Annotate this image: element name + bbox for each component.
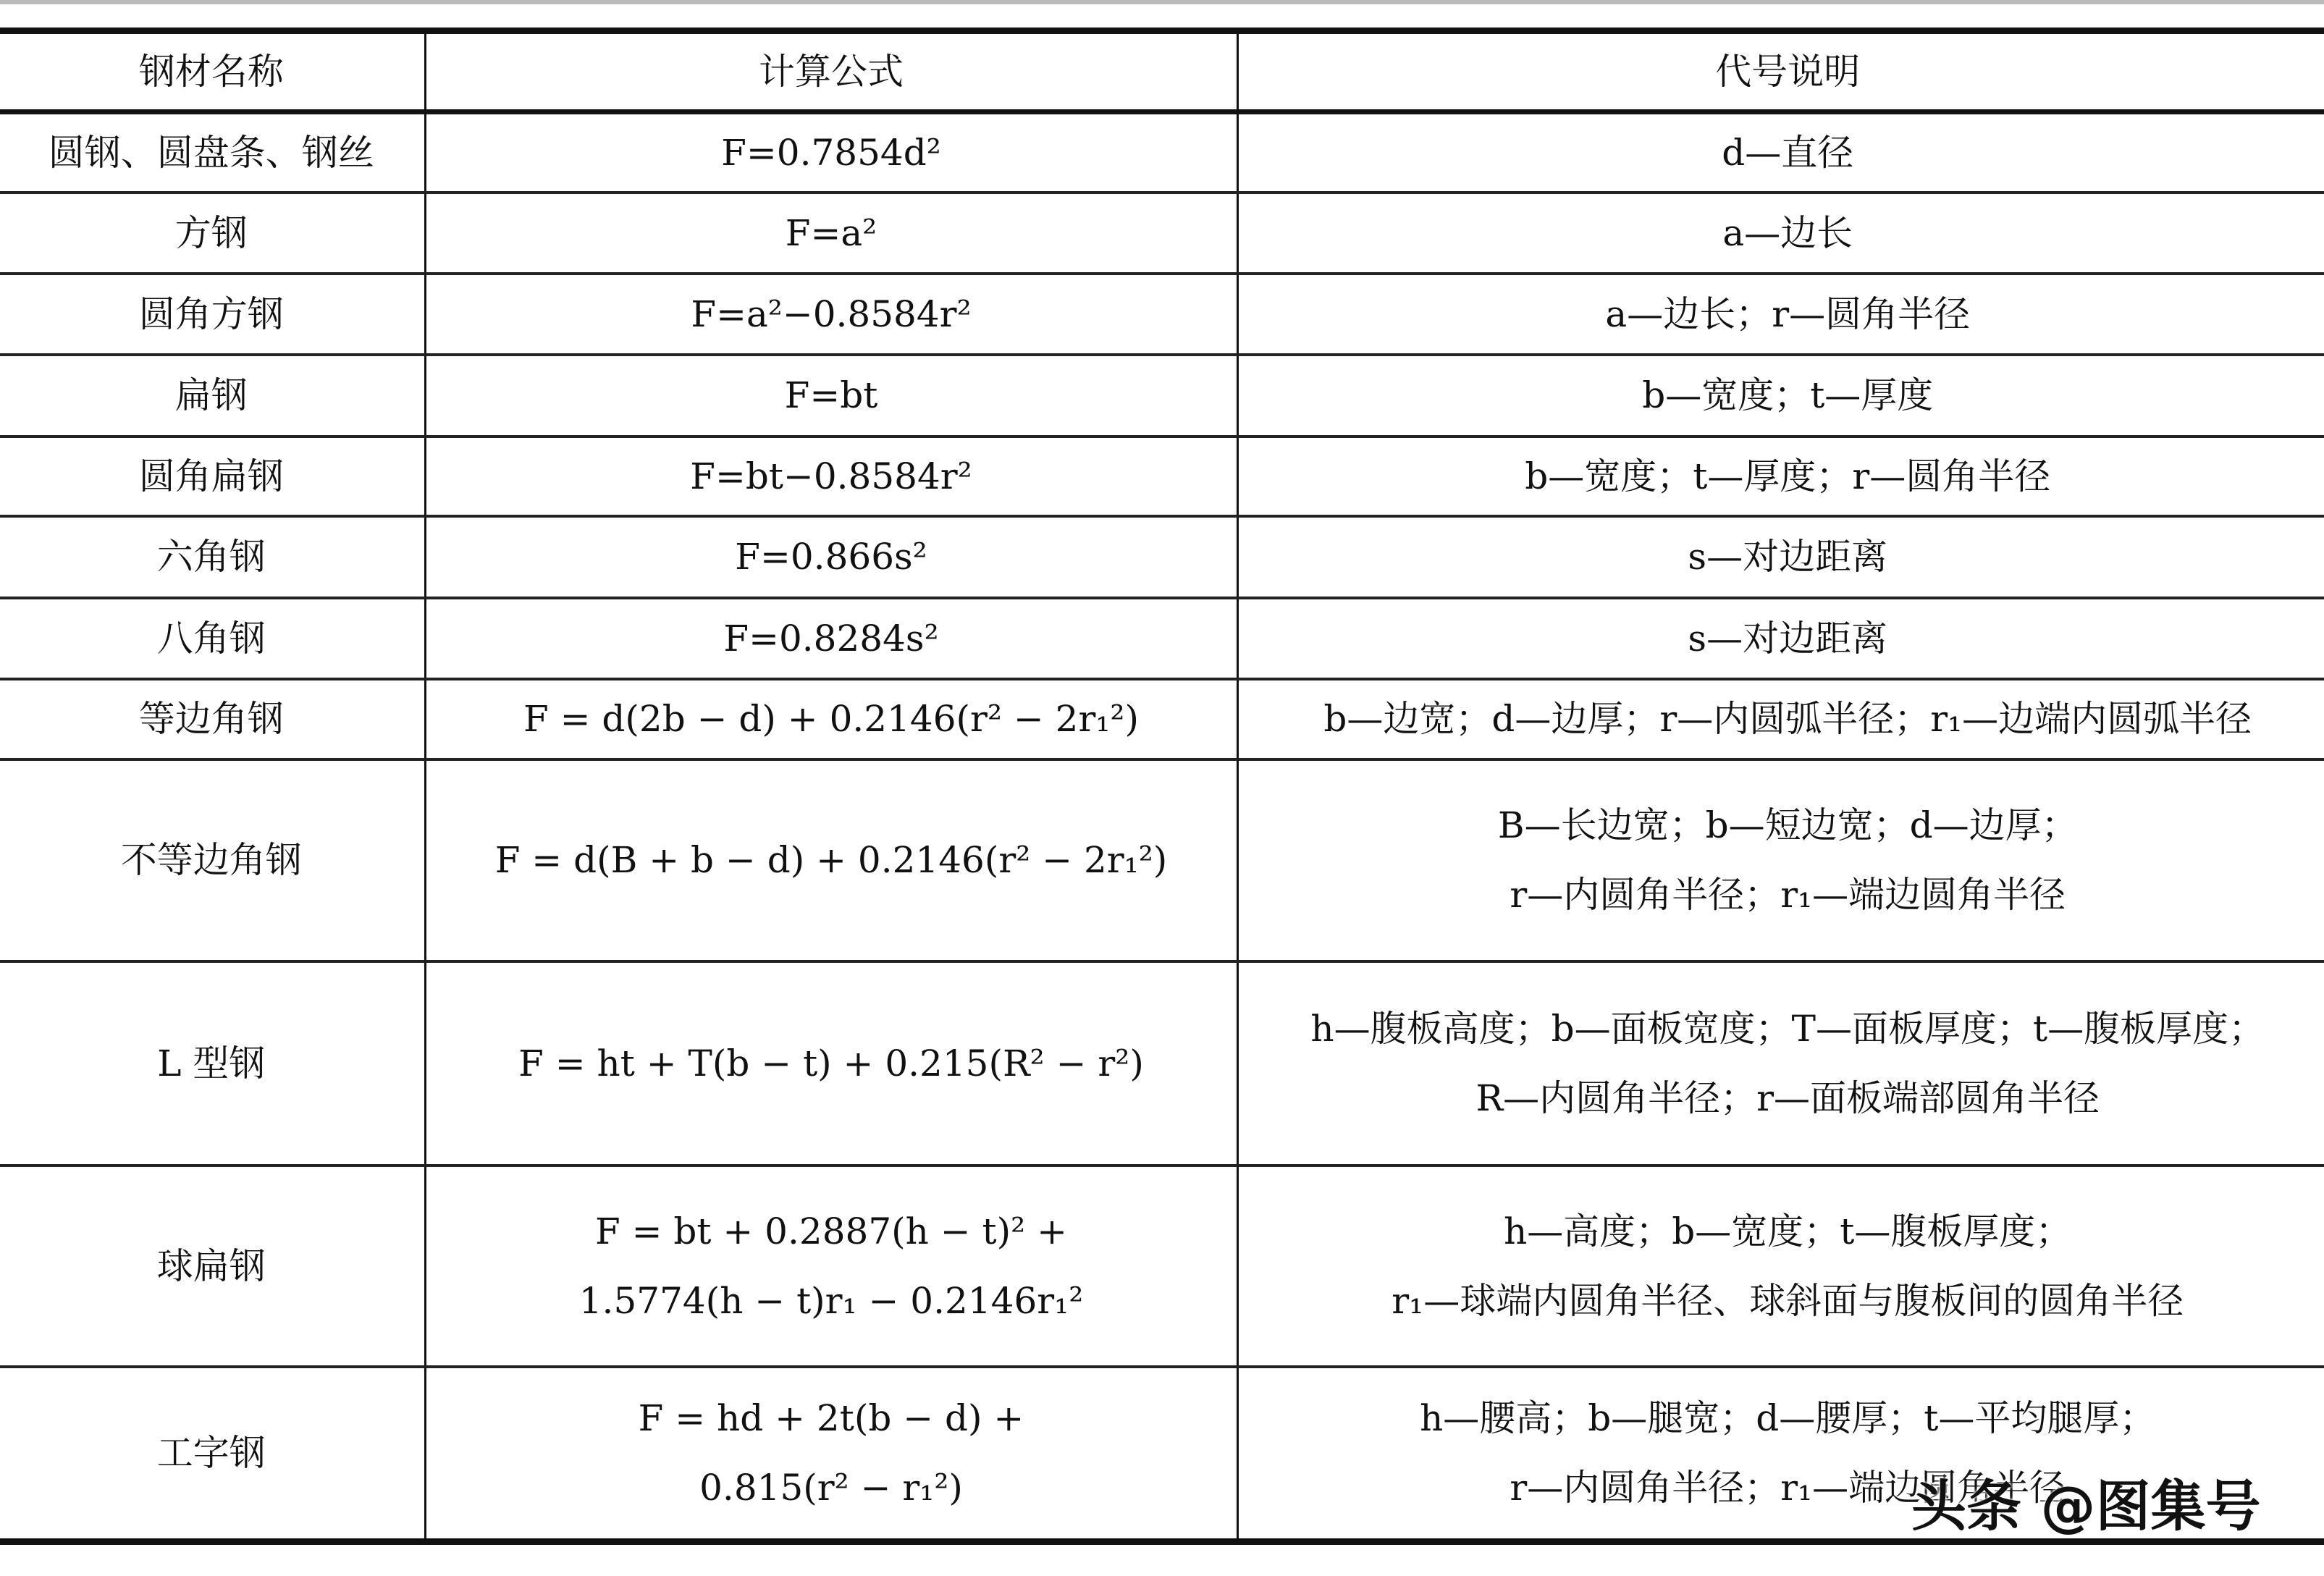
steel-name-cell: L 型钢 [0, 961, 425, 1166]
formula-line: F = d(2b − d) + 0.2146(r² − 2r₁²) [523, 698, 1139, 740]
header-steel-name: 钢材名称 [0, 31, 425, 112]
description-cell [1237, 516, 2324, 598]
formula-line: F=a² [785, 211, 877, 254]
steel-name-cell: 不等边角钢 [0, 759, 425, 961]
formula-line: F=0.866s² [735, 536, 927, 578]
formula-cell [425, 961, 1237, 1166]
formula-line: F = ht + T(b − t) + 0.215(R² − r²) [518, 1042, 1144, 1084]
steel-name-cell: 等边角钢 [0, 679, 425, 759]
formula-cell [425, 679, 1237, 759]
description-cell [1237, 193, 2324, 274]
header-formula: 计算公式 [425, 31, 1237, 112]
formula-line: F=bt−0.8584r² [690, 455, 972, 497]
formula-line: F=0.7854d² [721, 131, 941, 174]
formula-cell [425, 759, 1237, 961]
table-row [0, 274, 2324, 355]
steel-area-formula-table [0, 28, 2324, 1545]
description-line: d—直径 [1722, 131, 1854, 174]
steel-name-cell: 方钢 [0, 193, 425, 274]
formula-cell [425, 355, 1237, 437]
description-cell [1237, 437, 2324, 516]
formula-line: F = bt + 0.2887(h − t)² + [595, 1210, 1067, 1252]
formula-line: 1.5774(h − t)r₁ − 0.2146r₁² [578, 1279, 1084, 1322]
table-row [0, 679, 2324, 759]
table-row [0, 193, 2324, 274]
steel-name-cell: 圆角方钢 [0, 274, 425, 355]
steel-name-cell: 圆角扁钢 [0, 437, 425, 516]
description-line: B—长边宽；b—短边宽；d—边厚； [1497, 804, 2078, 846]
steel-name-cell: 球扁钢 [0, 1166, 425, 1367]
description-cell [1237, 112, 2324, 193]
formula-cell [425, 112, 1237, 193]
formula-line: F=bt [784, 374, 878, 416]
table-row [0, 437, 2324, 516]
description-line: s—对边距离 [1688, 536, 1888, 578]
table-row [0, 112, 2324, 193]
description-line: h—高度；b—宽度；t—腹板厚度； [1504, 1210, 2072, 1252]
table-row [0, 1166, 2324, 1367]
description-line: r—内圆角半径；r₁—端边圆角半径 [1510, 1467, 2066, 1509]
description-line: R—内圆角半径；r—面板端部圆角半径 [1475, 1076, 2100, 1119]
description-line: b—宽度；t—厚度；r—圆角半径 [1525, 455, 2051, 497]
description-line: r₁—球端内圆角半径、球斜面与腹板间的圆角半径 [1392, 1279, 2184, 1322]
formula-line: F=a²−0.8584r² [691, 292, 972, 335]
formula-cell [425, 274, 1237, 355]
formula-line: 0.815(r² − r₁²) [699, 1467, 963, 1509]
steel-name-cell: 八角钢 [0, 598, 425, 679]
description-line: h—腰高；b—腿宽；d—腰厚；t—平均腿厚； [1420, 1397, 2156, 1440]
page-top-edge [0, 0, 2324, 4]
description-line: b—宽度；t—厚度 [1642, 374, 1934, 416]
description-line: a—边长；r—圆角半径 [1605, 292, 1971, 335]
steel-name-cell: 工字钢 [0, 1367, 425, 1542]
description-cell [1237, 1166, 2324, 1367]
formula-cell [425, 598, 1237, 679]
description-line: h—腹板高度；b—面板宽度；T—面板厚度；t—腹板厚度； [1310, 1007, 2265, 1050]
watermark: 头条 @图集号 [1911, 1474, 2261, 1538]
header-symbol-description: 代号说明 [1237, 31, 2324, 112]
table-row [0, 598, 2324, 679]
formula-cell [425, 1166, 1237, 1367]
table-row [0, 961, 2324, 1166]
description-cell [1237, 274, 2324, 355]
formula-cell [425, 1367, 1237, 1542]
formula-line: F = hd + 2t(b − d) + [638, 1397, 1024, 1440]
formula-cell [425, 516, 1237, 598]
table-row [0, 355, 2324, 437]
table-header-row [0, 31, 2324, 112]
description-line: a—边长 [1722, 211, 1853, 254]
description-cell [1237, 961, 2324, 1166]
description-line: s—对边距离 [1688, 617, 1888, 660]
table-row [0, 516, 2324, 598]
formula-line: F=0.8284s² [723, 617, 939, 660]
steel-name-cell: 扁钢 [0, 355, 425, 437]
description-cell [1237, 598, 2324, 679]
steel-name-cell: 六角钢 [0, 516, 425, 598]
formula-cell [425, 437, 1237, 516]
description-cell [1237, 679, 2324, 759]
formula-line: F = d(B + b − d) + 0.2146(r² − 2r₁²) [494, 839, 1168, 881]
table-row [0, 759, 2324, 961]
description-cell [1237, 759, 2324, 961]
description-cell [1237, 355, 2324, 437]
steel-name-cell: 圆钢、圆盘条、钢丝 [0, 112, 425, 193]
description-line: b—边宽；d—边厚；r—内圆弧半径；r₁—边端内圆弧半径 [1323, 698, 2252, 740]
description-line: r—内圆角半径；r₁—端边圆角半径 [1510, 874, 2066, 916]
formula-cell [425, 193, 1237, 274]
